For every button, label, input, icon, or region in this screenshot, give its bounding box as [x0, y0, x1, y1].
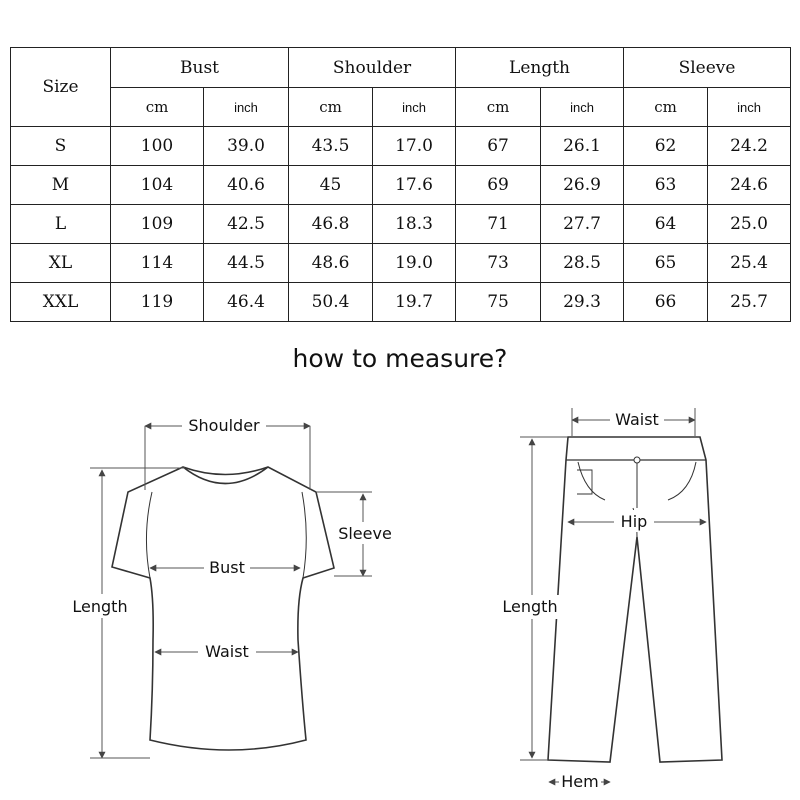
pants-illustration	[548, 437, 722, 762]
value-cell: 119	[111, 283, 204, 322]
unit-inch: inch	[708, 88, 791, 127]
tshirt-illustration	[112, 467, 334, 750]
size-chart-table	[10, 47, 791, 322]
value-cell: 75	[456, 283, 541, 322]
value-cell: 43.5	[289, 127, 373, 166]
value-cell: 25.4	[708, 244, 791, 283]
unit-cm: cm	[289, 88, 373, 127]
table-row	[11, 166, 791, 205]
value-cell: 100	[111, 127, 204, 166]
value-cell: 62	[624, 127, 708, 166]
shoulder-header: Shoulder	[289, 48, 456, 88]
value-cell: 46.4	[204, 283, 289, 322]
value-cell: 28.5	[541, 244, 624, 283]
value-cell: 40.6	[204, 166, 289, 205]
pants-length-label: Length	[502, 597, 558, 616]
value-cell: 18.3	[373, 205, 456, 244]
value-cell: 19.7	[373, 283, 456, 322]
value-cell: 24.6	[708, 166, 791, 205]
pants-hem-label: Hem	[561, 772, 599, 791]
value-cell: 29.3	[541, 283, 624, 322]
size-header: Size	[11, 48, 111, 127]
shirt-shoulder-label: Shoulder	[188, 416, 260, 435]
bust-header: Bust	[111, 48, 289, 88]
table-row	[11, 244, 791, 283]
value-cell: 25.7	[708, 283, 791, 322]
value-cell: 45	[289, 166, 373, 205]
value-cell: 17.6	[373, 166, 456, 205]
page-title: how to measure?	[292, 344, 508, 373]
value-cell: 109	[111, 205, 204, 244]
value-cell: 46.8	[289, 205, 373, 244]
unit-cm: cm	[456, 88, 541, 127]
value-cell: 19.0	[373, 244, 456, 283]
value-cell: 48.6	[289, 244, 373, 283]
unit-inch: inch	[541, 88, 624, 127]
value-cell: 25.0	[708, 205, 791, 244]
table-row	[11, 283, 791, 322]
unit-inch: inch	[204, 88, 289, 127]
value-cell: 26.1	[541, 127, 624, 166]
value-cell: 63	[624, 166, 708, 205]
value-cell: 42.5	[204, 205, 289, 244]
unit-cm: cm	[111, 88, 204, 127]
value-cell: 69	[456, 166, 541, 205]
value-cell: 26.9	[541, 166, 624, 205]
value-cell: 73	[456, 244, 541, 283]
size-cell: M	[11, 166, 111, 205]
value-cell: 44.5	[204, 244, 289, 283]
unit-inch: inch	[373, 88, 456, 127]
length-header: Length	[456, 48, 624, 88]
value-cell: 66	[624, 283, 708, 322]
table-row	[11, 127, 791, 166]
measure-diagram	[0, 390, 800, 800]
value-cell: 67	[456, 127, 541, 166]
value-cell: 71	[456, 205, 541, 244]
size-cell: XXL	[11, 283, 111, 322]
sleeve-header: Sleeve	[624, 48, 791, 88]
value-cell: 114	[111, 244, 204, 283]
value-cell: 64	[624, 205, 708, 244]
pants-hip-label: Hip	[620, 512, 648, 531]
value-cell: 104	[111, 166, 204, 205]
value-cell: 17.0	[373, 127, 456, 166]
value-cell: 50.4	[289, 283, 373, 322]
value-cell: 65	[624, 244, 708, 283]
value-cell: 39.0	[204, 127, 289, 166]
value-cell: 24.2	[708, 127, 791, 166]
table-row	[11, 205, 791, 244]
pants-waist-label: Waist	[615, 410, 659, 429]
shirt-bust-label: Bust	[209, 558, 245, 577]
size-cell: XL	[11, 244, 111, 283]
shirt-sleeve-label: Sleeve	[338, 524, 392, 543]
shirt-waist-label: Waist	[205, 642, 249, 661]
unit-cm: cm	[624, 88, 708, 127]
shirt-length-label: Length	[72, 597, 128, 616]
size-cell: L	[11, 205, 111, 244]
size-cell: S	[11, 127, 111, 166]
value-cell: 27.7	[541, 205, 624, 244]
